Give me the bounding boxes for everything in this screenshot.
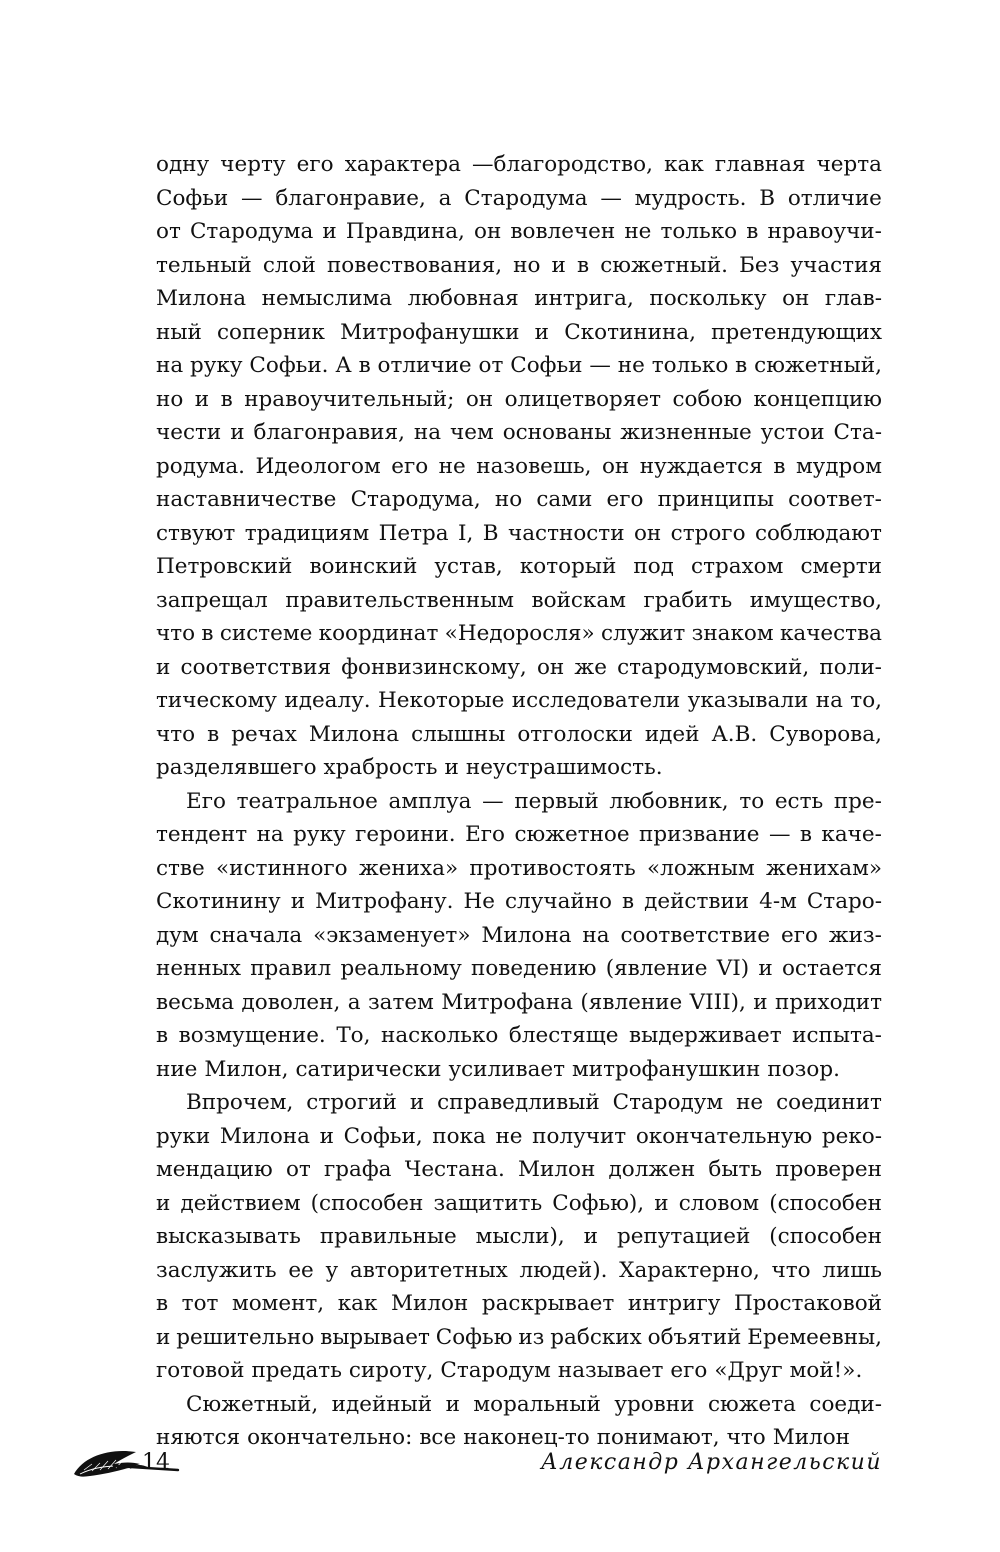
text-line: мендацию от графа Честана. Милон должен быть проверен xyxy=(156,1157,882,1182)
text-line: от Стародума и Правдина, он вовлечен не только в нравоучи- xyxy=(156,219,882,244)
text-line: руки Милона и Софьи, пока не получит окончательную реко- xyxy=(156,1123,882,1149)
text-line: ствуют традициям Петра I, В частности он строго соблюдают xyxy=(156,520,882,546)
text-line: запрещал правительственным войскам грабить имущество, xyxy=(156,587,882,613)
text-line: и действием (способен защитить Софью), и словом (способен xyxy=(156,1190,882,1216)
text-line: ние Милон, сатирически усиливает митрофанушкин позор. xyxy=(156,1056,840,1082)
text-line: заслужить ее у авторитетных людей). Характерно, что лишь xyxy=(156,1257,882,1283)
text-line: тендент на руку героини. Его сюжетное призвание — в каче- xyxy=(156,822,882,847)
text-line: Впрочем, строгий и справедливый Стародум не соединит xyxy=(186,1090,882,1115)
text-line: наставничестве Стародума, но сами его принципы соответ- xyxy=(156,487,882,512)
text-line: Скотинину и Митрофану. Не случайно в действии 4-м Старо- xyxy=(156,889,882,914)
text-line: что в системе координат «Недоросля» служит знаком качества xyxy=(156,621,882,646)
text-line: весьма доволен, а затем Митрофана (явление VIII), и приходит xyxy=(156,989,882,1015)
text-line: Милона немыслима любовная интрига, поскольку он глав- xyxy=(156,286,882,311)
text-line: дум сначала «экзаменует» Милона на соответствие его жиз- xyxy=(156,922,882,948)
text-line: тельный слой повествования, но и в сюжетный. Без участия xyxy=(156,252,882,278)
page-number: 14 xyxy=(142,1450,170,1475)
text-line: и соответствия фонвизинскому, он же стародумовский, поли- xyxy=(156,654,882,680)
paragraph xyxy=(156,148,882,785)
text-line: высказывать правильные мысли), и репутацией (способен xyxy=(156,1224,882,1249)
text-line: что в речах Милона слышны отголоски идей А.В. Суворова, xyxy=(156,721,882,747)
text-line: в тот момент, как Милон раскрывает интригу Простаковой xyxy=(156,1291,882,1316)
text-line: но и в нравоучительный; он олицетворяет собою концепцию xyxy=(156,386,882,412)
text-line: Петровский воинский устав, который под страхом смерти xyxy=(156,554,882,579)
text-line: на руку Софьи. А в отличие от Софьи — не только в сюжетный, xyxy=(156,353,882,378)
text-line: ный соперник Митрофанушки и Скотинина, претендующих xyxy=(156,319,882,345)
text-line: Софьи — благонравие, а Стародума — мудрость. В отличие xyxy=(156,185,882,211)
text-line: одну черту его характера —благородство, как главная черта xyxy=(156,152,882,177)
text-line: Его театральное амплуа — первый любовник, то есть пре- xyxy=(186,788,882,814)
text-line: стве «истинного жениха» противостоять «ложным женихам» xyxy=(156,855,882,881)
text-line: чести и благонравия, на чем основаны жизненные устои Ста- xyxy=(156,420,882,445)
text-line: и решительно вырывает Софью из рабских объятий Еремеевны, xyxy=(156,1324,882,1350)
text-line: ненных правил реальному поведению (явление VI) и остается xyxy=(156,956,882,981)
paragraph xyxy=(156,1086,882,1388)
text-line: няются окончательно: все наконец-то понимают, что Милон xyxy=(156,1425,850,1450)
page-body xyxy=(156,148,882,1455)
text-line: готовой предать сироту, Стародум называет его «Друг мой!». xyxy=(156,1358,863,1383)
page-footer xyxy=(0,1440,1000,1490)
text-line: Сюжетный, идейный и моральный уровни сюжета соеди- xyxy=(186,1391,882,1417)
text-line: в возмущение. То, насколько блестяще выдерживает испыта- xyxy=(156,1023,882,1048)
paragraph xyxy=(156,785,882,1087)
running-author: Александр Архангельский xyxy=(541,1450,882,1475)
text-line: разделявшего храбрость и неустрашимость. xyxy=(156,755,663,780)
text-line: родума. Идеологом его не назовешь, он нуждается в мудром xyxy=(156,453,882,479)
text-line: тическому идеалу. Некоторые исследователи указывали на то, xyxy=(156,688,882,713)
